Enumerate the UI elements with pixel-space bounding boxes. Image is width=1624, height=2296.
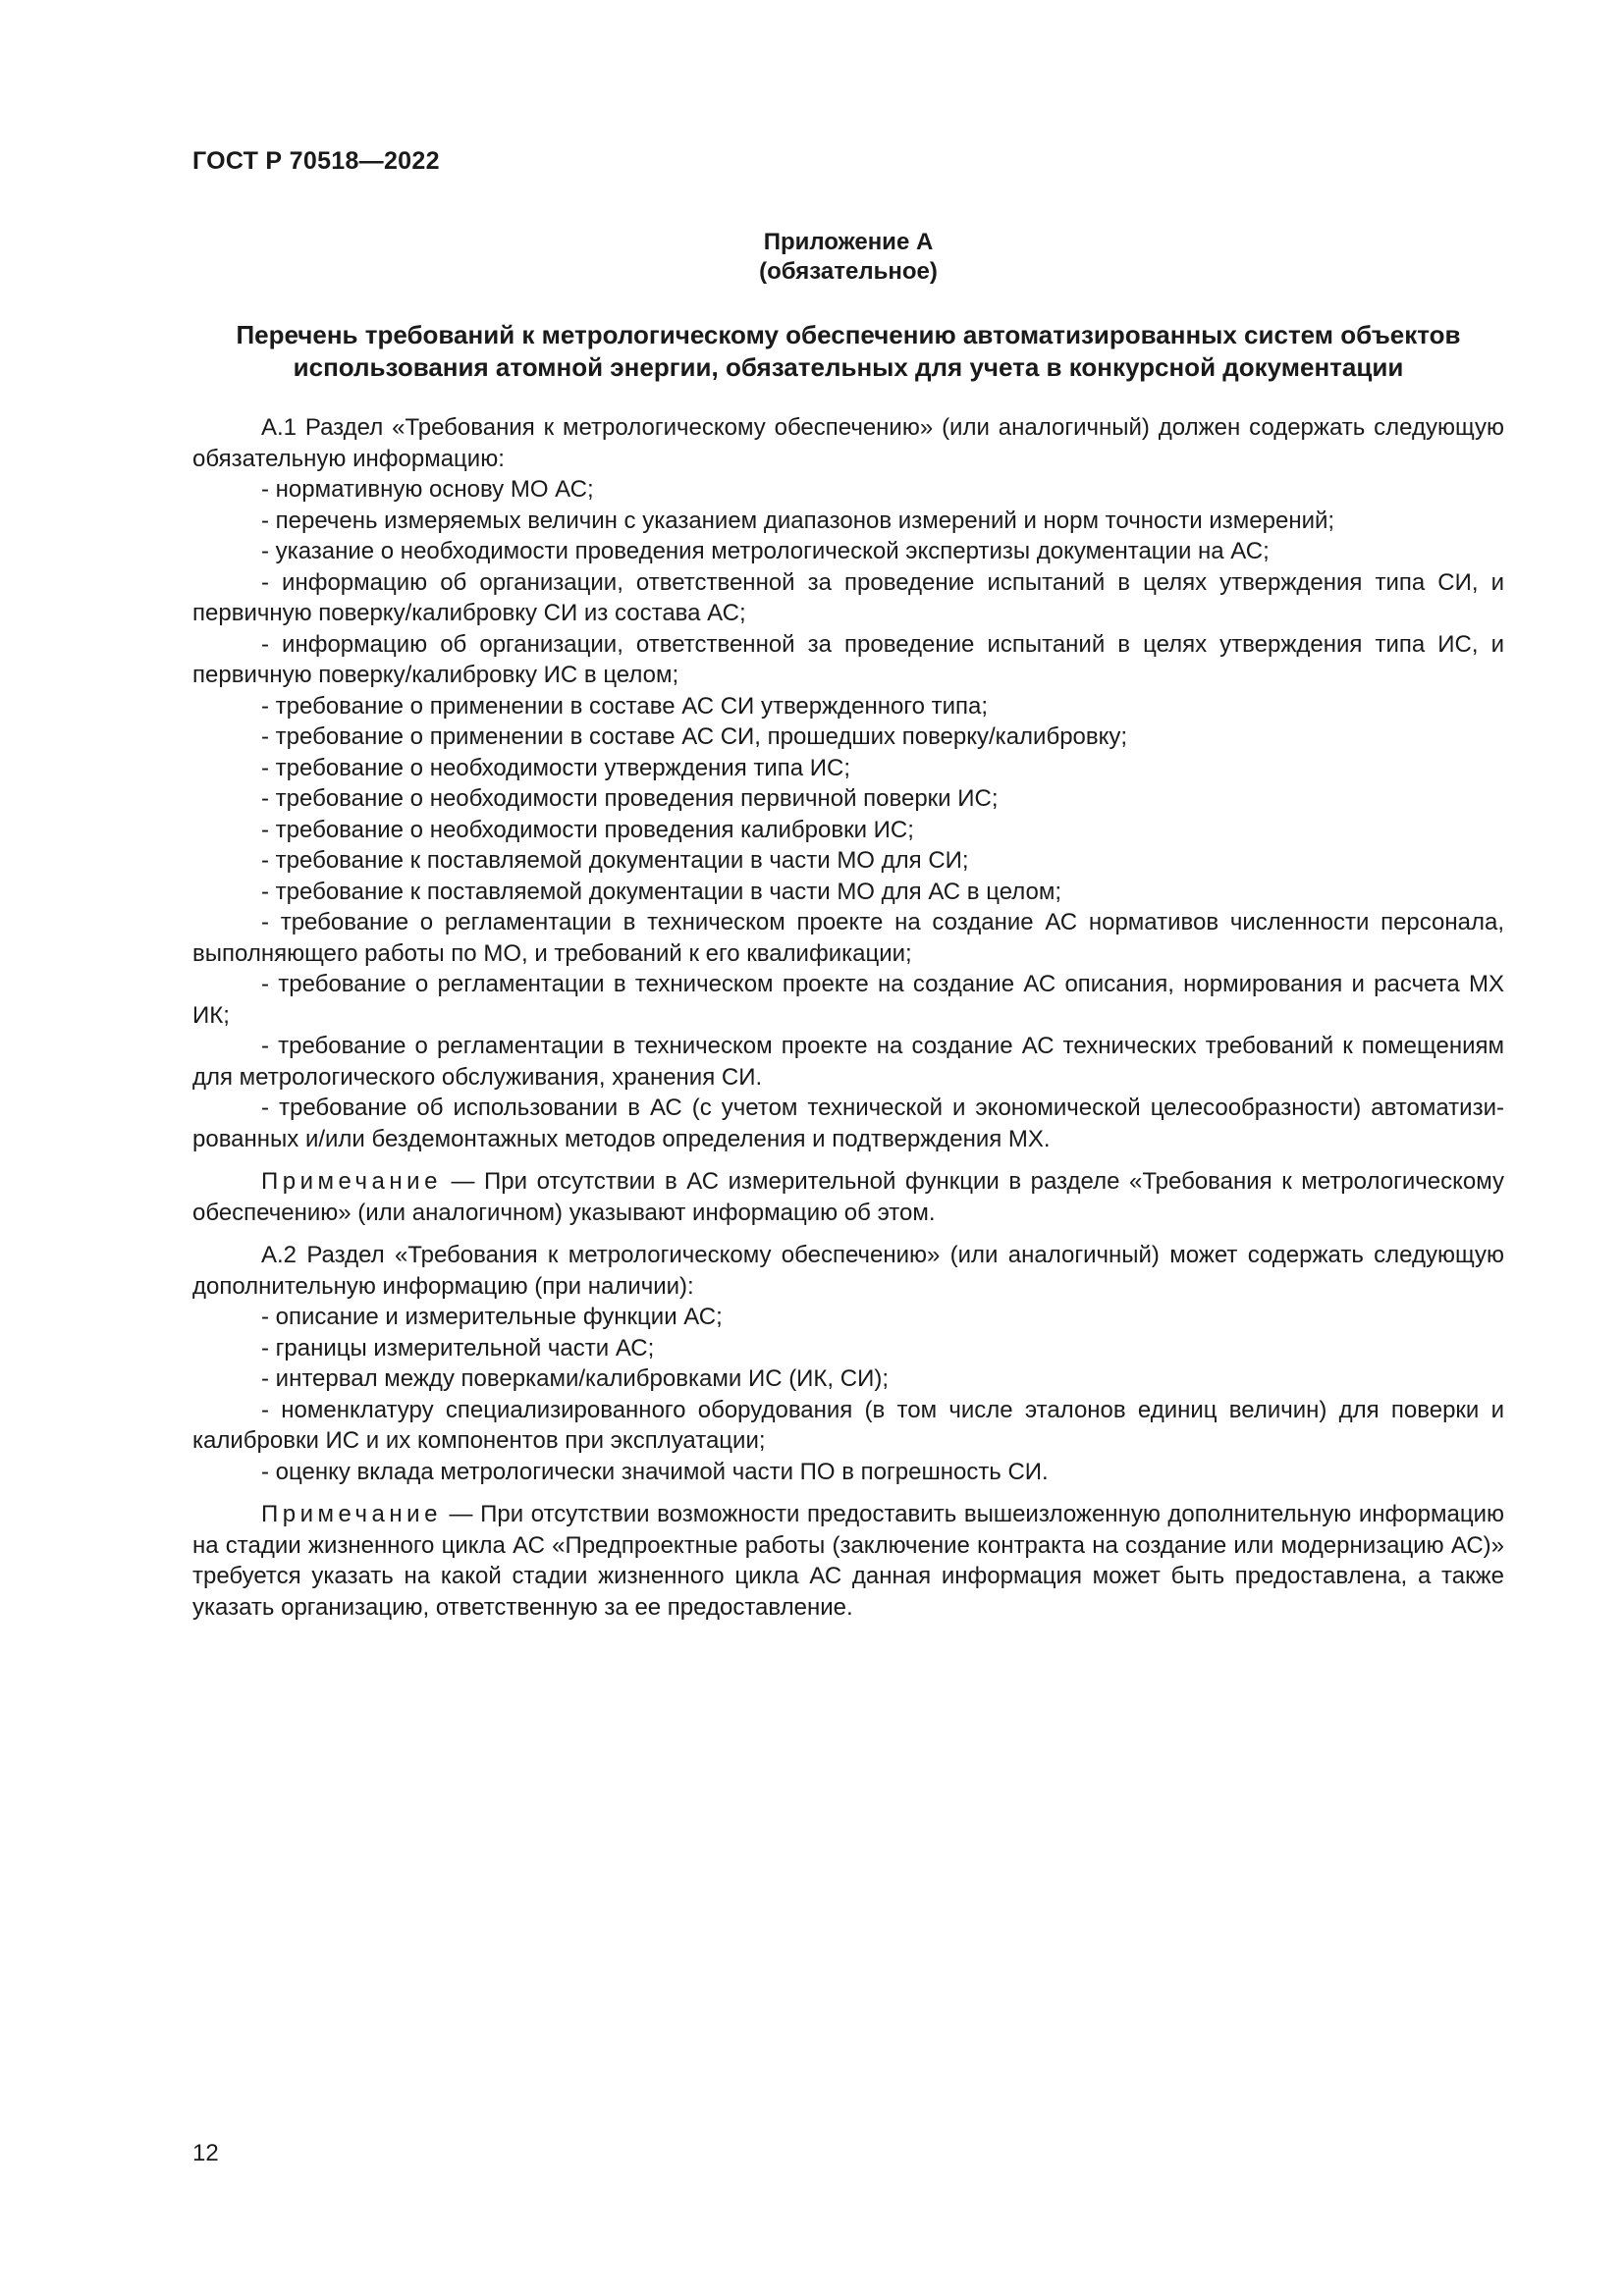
annex-status: (обязательное)	[759, 258, 938, 285]
a2-item: - границы измерительной части АС;	[261, 1334, 655, 1362]
a1-item: - требование о регламентации в техническом проекте на создание АС нормативов численности персонала, выполняющего работы по МО, и требований к его квалификации;	[192, 909, 1504, 967]
a1-item: - указание о необходимости проведения метрологической экспертизы документации на АС;	[261, 538, 1270, 564]
section-title-line-2: использования атомной энергии, обязательных для учета в конкурсной документации	[293, 352, 1404, 382]
a1-item: - требование о необходимости проведения первичной поверки ИС;	[261, 785, 999, 812]
a2-note-label: Примечание	[261, 1501, 442, 1527]
page-number: 12	[192, 2140, 219, 2166]
a1-item: - информацию об организации, ответственной за проведение испытаний в целях утверждения типа СИ, и первичную поверку/калибровку СИ из состава АС;	[192, 568, 1504, 626]
document-body	[192, 412, 1504, 1623]
a1-item: - требование о необходимости проведения калибровки ИС;	[261, 816, 914, 843]
a1-item: - нормативную основу МО АС;	[261, 476, 594, 503]
a2-item: - оценку вклада метрологически значимой части ПО в погрешность СИ.	[261, 1458, 1049, 1485]
a1-note	[192, 1166, 1504, 1228]
a1-item: - требование к поставляемой документации в части МО для СИ;	[261, 847, 969, 874]
a1-item: - требование о применении в составе АС СИ, прошедших поверку/калибровку;	[261, 723, 1128, 750]
a1-item: - требование к поставляемой документации в части МО для АС в целом;	[261, 878, 1062, 905]
a2-note-text: — При отсутствии возможности предоставить вышеизложенную дополнительную информацию на стадии жизненного цикла АС «Предпроектные работы (заключение контракта на создание или модернизацию АС)» требуется указать на какой стадии жизненного цикла АС данная информация может быть предоставлена, а также указать организацию, ответственную за ее предоставление.	[192, 1501, 1504, 1621]
a2-item: - номенклатуру специализированного оборудования (в том числе эталонов единиц величин) для поверки и калибровки ИС и их компонентов при эксплуатации;	[192, 1396, 1504, 1454]
section-title	[192, 319, 1504, 384]
a1-item: - требование о регламентации в техническом проекте на создание АС описания, нормирования и расчета МХ ИК;	[192, 971, 1504, 1029]
a1-note-text: — При отсутствии в АС измерительной функции в разделе «Требования к метрологическому обеспечению» (или аналогичном) указывают информацию об этом.	[192, 1168, 1504, 1226]
a2-intro: А.2 Раздел «Требования к метрологическому обеспечению» (или аналогичный) может содержать следующую дополнительную информацию (при наличии):	[192, 1242, 1504, 1300]
document-id: ГОСТ Р 70518—2022	[192, 147, 440, 175]
annex-title: Приложение А	[763, 229, 934, 255]
section-title-line-1: Перечень требований к метрологическому обеспечению автоматизированных систем объектов	[236, 320, 1461, 349]
annex-heading	[192, 228, 1504, 287]
a1-item: - перечень измеряемых величин с указанием диапазонов измерений и норм точности измерений;	[261, 507, 1335, 534]
a1-item: - требование о необходимости утверждения типа ИС;	[261, 754, 851, 781]
a1-item: - информацию об организации, ответственной за проведение испытаний в целях утверждения типа ИС, и первичную поверку/калибровку ИС в целом;	[192, 630, 1504, 688]
a2-item: - интервал между поверками/калибровками ИС (ИК, СИ);	[261, 1365, 889, 1392]
a1-item: - требование об использовании в АС (с учетом технической и экономической целесообразности) автоматизированных и/или бездемонтажных методов определения и подтверждения МХ.	[192, 1095, 1504, 1152]
a1-note-label: Примечание	[261, 1168, 442, 1195]
a2-item: - описание и измерительные функции АС;	[261, 1304, 723, 1330]
a1-item: - требование о регламентации в техническом проекте на создание АС технических требований к помещениям для метрологического обслуживания, хранения СИ.	[192, 1033, 1504, 1091]
a1-intro: А.1 Раздел «Требования к метрологическому обеспечению» (или аналогичный) должен содержать следующую обязательную информацию:	[192, 414, 1504, 472]
a2-note	[192, 1499, 1504, 1623]
a1-item: - требование о применении в составе АС СИ утвержденного типа;	[261, 692, 989, 720]
